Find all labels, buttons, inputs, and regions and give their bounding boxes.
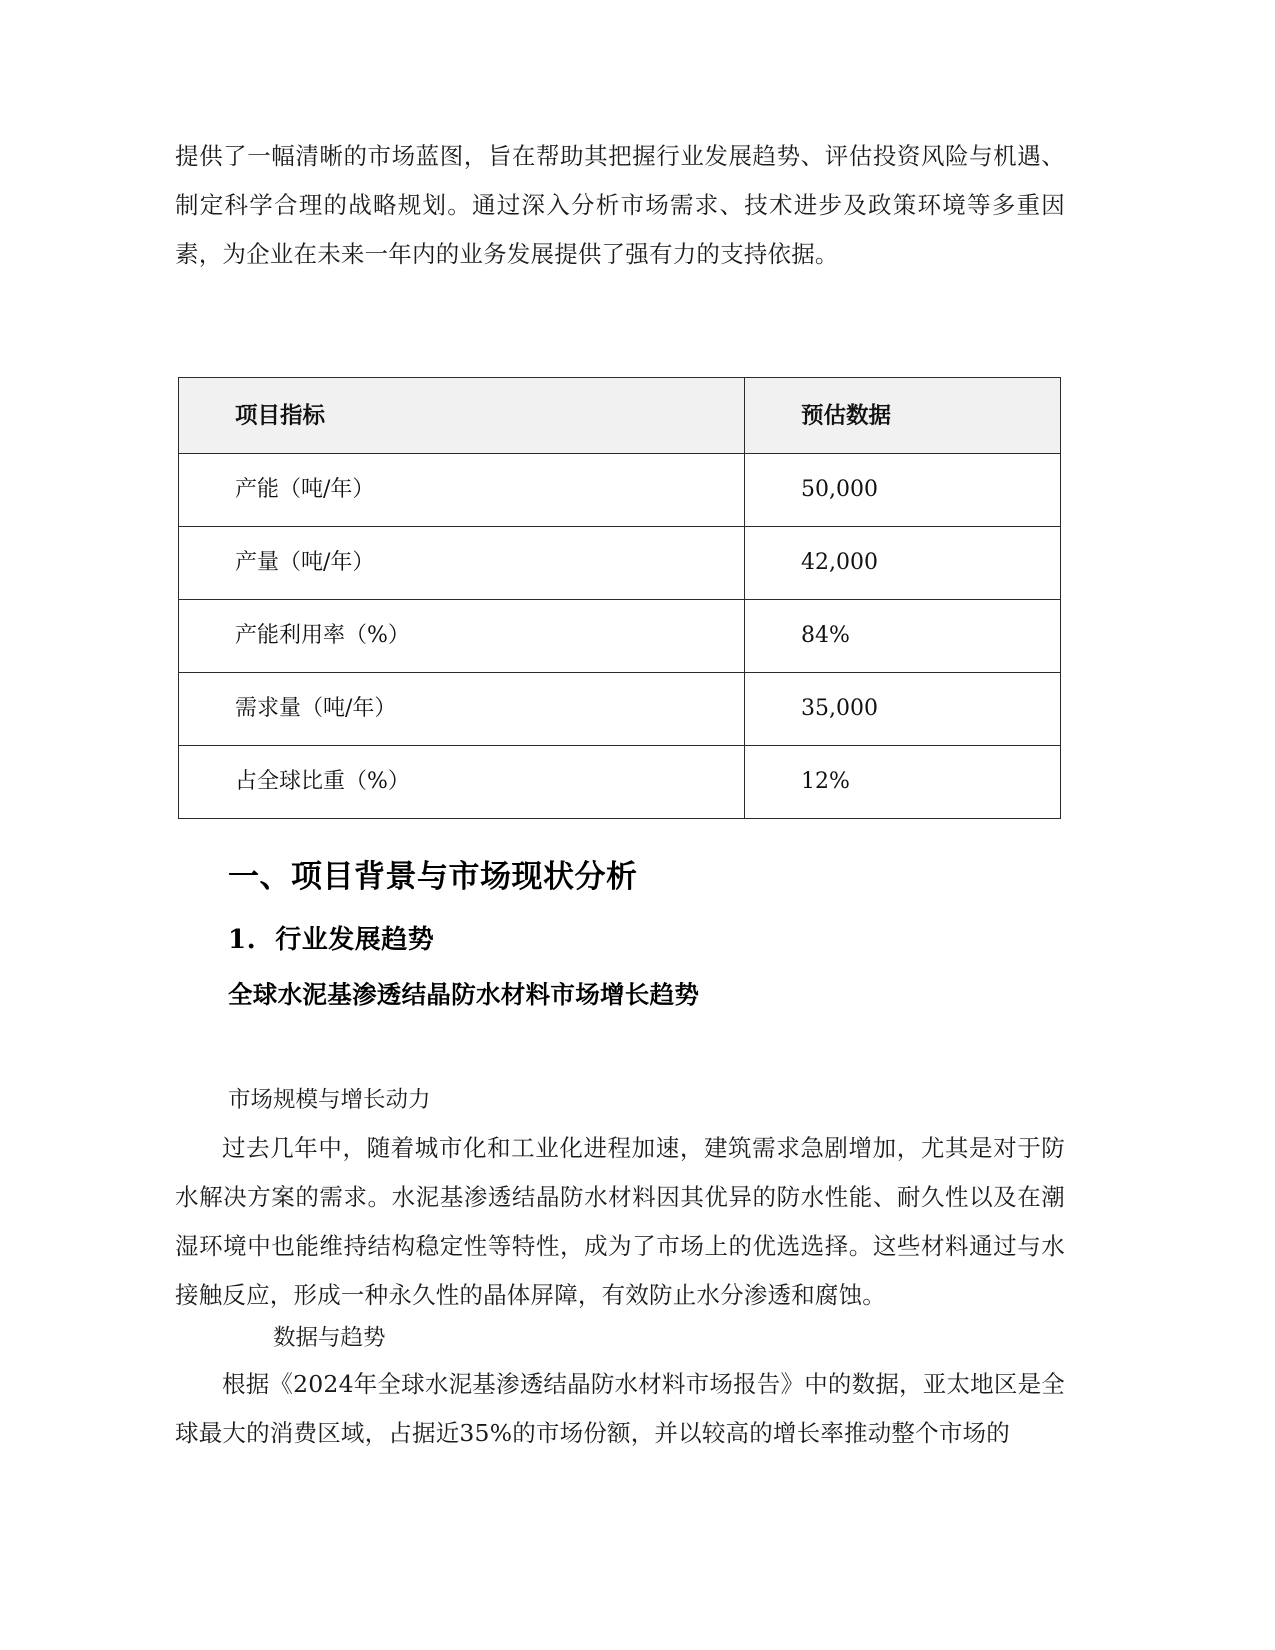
table-cell-value (745, 746, 1061, 819)
table-row (179, 454, 1061, 527)
intro-paragraph: 提供了一幅清晰的市场蓝图，旨在帮助其把握行业发展趋势、评估投资风险与机遇、制定科学合理的战略规划。通过深入分析市场需求、技术进步及政策环境等多重因素，为企业在未来一年内的业务发展提供了强有力的支持依据。 (175, 142, 1065, 268)
table-cell-label (179, 673, 745, 746)
row-label-output: 产量（吨/年） (235, 550, 375, 575)
table-cell-label (179, 454, 745, 527)
sub-lead-data-trends (228, 1316, 1068, 1360)
column-header-estimate: 预估数据 (801, 402, 892, 429)
row-label-utilization: 产能利用率（%） (235, 623, 410, 648)
table-cell-label (179, 746, 745, 819)
body-paragraph-2: 根据《2024年全球水泥基渗透结晶防水材料市场报告》中的数据，亚太地区是全球最大的消费区域，占据近35%的市场份额，并以较高的增长率推动整个市场的 (175, 1370, 1065, 1447)
table-cell-label (179, 527, 745, 600)
row-label-capacity: 产能（吨/年） (235, 477, 375, 502)
table-cell-label (179, 600, 745, 673)
row-value-global-share: 12% (801, 769, 850, 794)
section-heading-2-text: 行业发展趋势 (275, 925, 435, 955)
sub-lead-market-scale: 市场规模与增长动力 (228, 1087, 431, 1113)
table-row (179, 600, 1061, 673)
table-cell-value (745, 527, 1061, 600)
table-row (179, 673, 1061, 746)
row-value-utilization: 84% (801, 623, 850, 648)
section-heading-2-number: 1. (228, 925, 257, 955)
body-paragraph-2-block (175, 1360, 1065, 1458)
table-header-row (179, 378, 1061, 454)
body-paragraph-1-block (175, 1124, 1065, 1320)
column-header-indicator: 项目指标 (235, 402, 326, 429)
body-paragraph-1: 过去几年中，随着城市化和工业化进程加速，建筑需求急剧增加，尤其是对于防水解决方案的需求。水泥基渗透结晶防水材料因其优异的防水性能、耐久性以及在潮湿环境中也能维持结构稳定性等特性，成为了市场上的优选选择。这些材料通过与水接触反应，形成一种永久性的晶体屏障，有效防止水分渗透和腐蚀。 (175, 1134, 1065, 1309)
table-header-cell-indicator (179, 378, 745, 454)
table-cell-value (745, 673, 1061, 746)
row-label-demand: 需求量（吨/年） (235, 696, 397, 721)
table-cell-value (745, 600, 1061, 673)
table-body (179, 454, 1061, 819)
intro-paragraph-block (175, 132, 1065, 279)
table-header (179, 378, 1061, 454)
section-heading-1: 一、项目背景与市场现状分析 (228, 859, 638, 895)
sub-lead-data-trends-text: 数据与趋势 (273, 1325, 386, 1351)
row-value-demand: 35,000 (801, 696, 878, 721)
row-label-global-share: 占全球比重（%） (235, 769, 410, 794)
metrics-table (178, 377, 1061, 819)
section-heading-3: 全球水泥基渗透结晶防水材料市场增长趋势 (228, 980, 700, 1009)
metrics-table-wrapper (178, 377, 1060, 819)
row-value-output: 42,000 (801, 550, 878, 575)
table-row (179, 746, 1061, 819)
table-row (179, 527, 1061, 600)
section-heading-2 (228, 921, 434, 959)
row-value-capacity: 50,000 (801, 477, 878, 502)
table-cell-value (745, 454, 1061, 527)
table-header-cell-estimate (745, 378, 1061, 454)
